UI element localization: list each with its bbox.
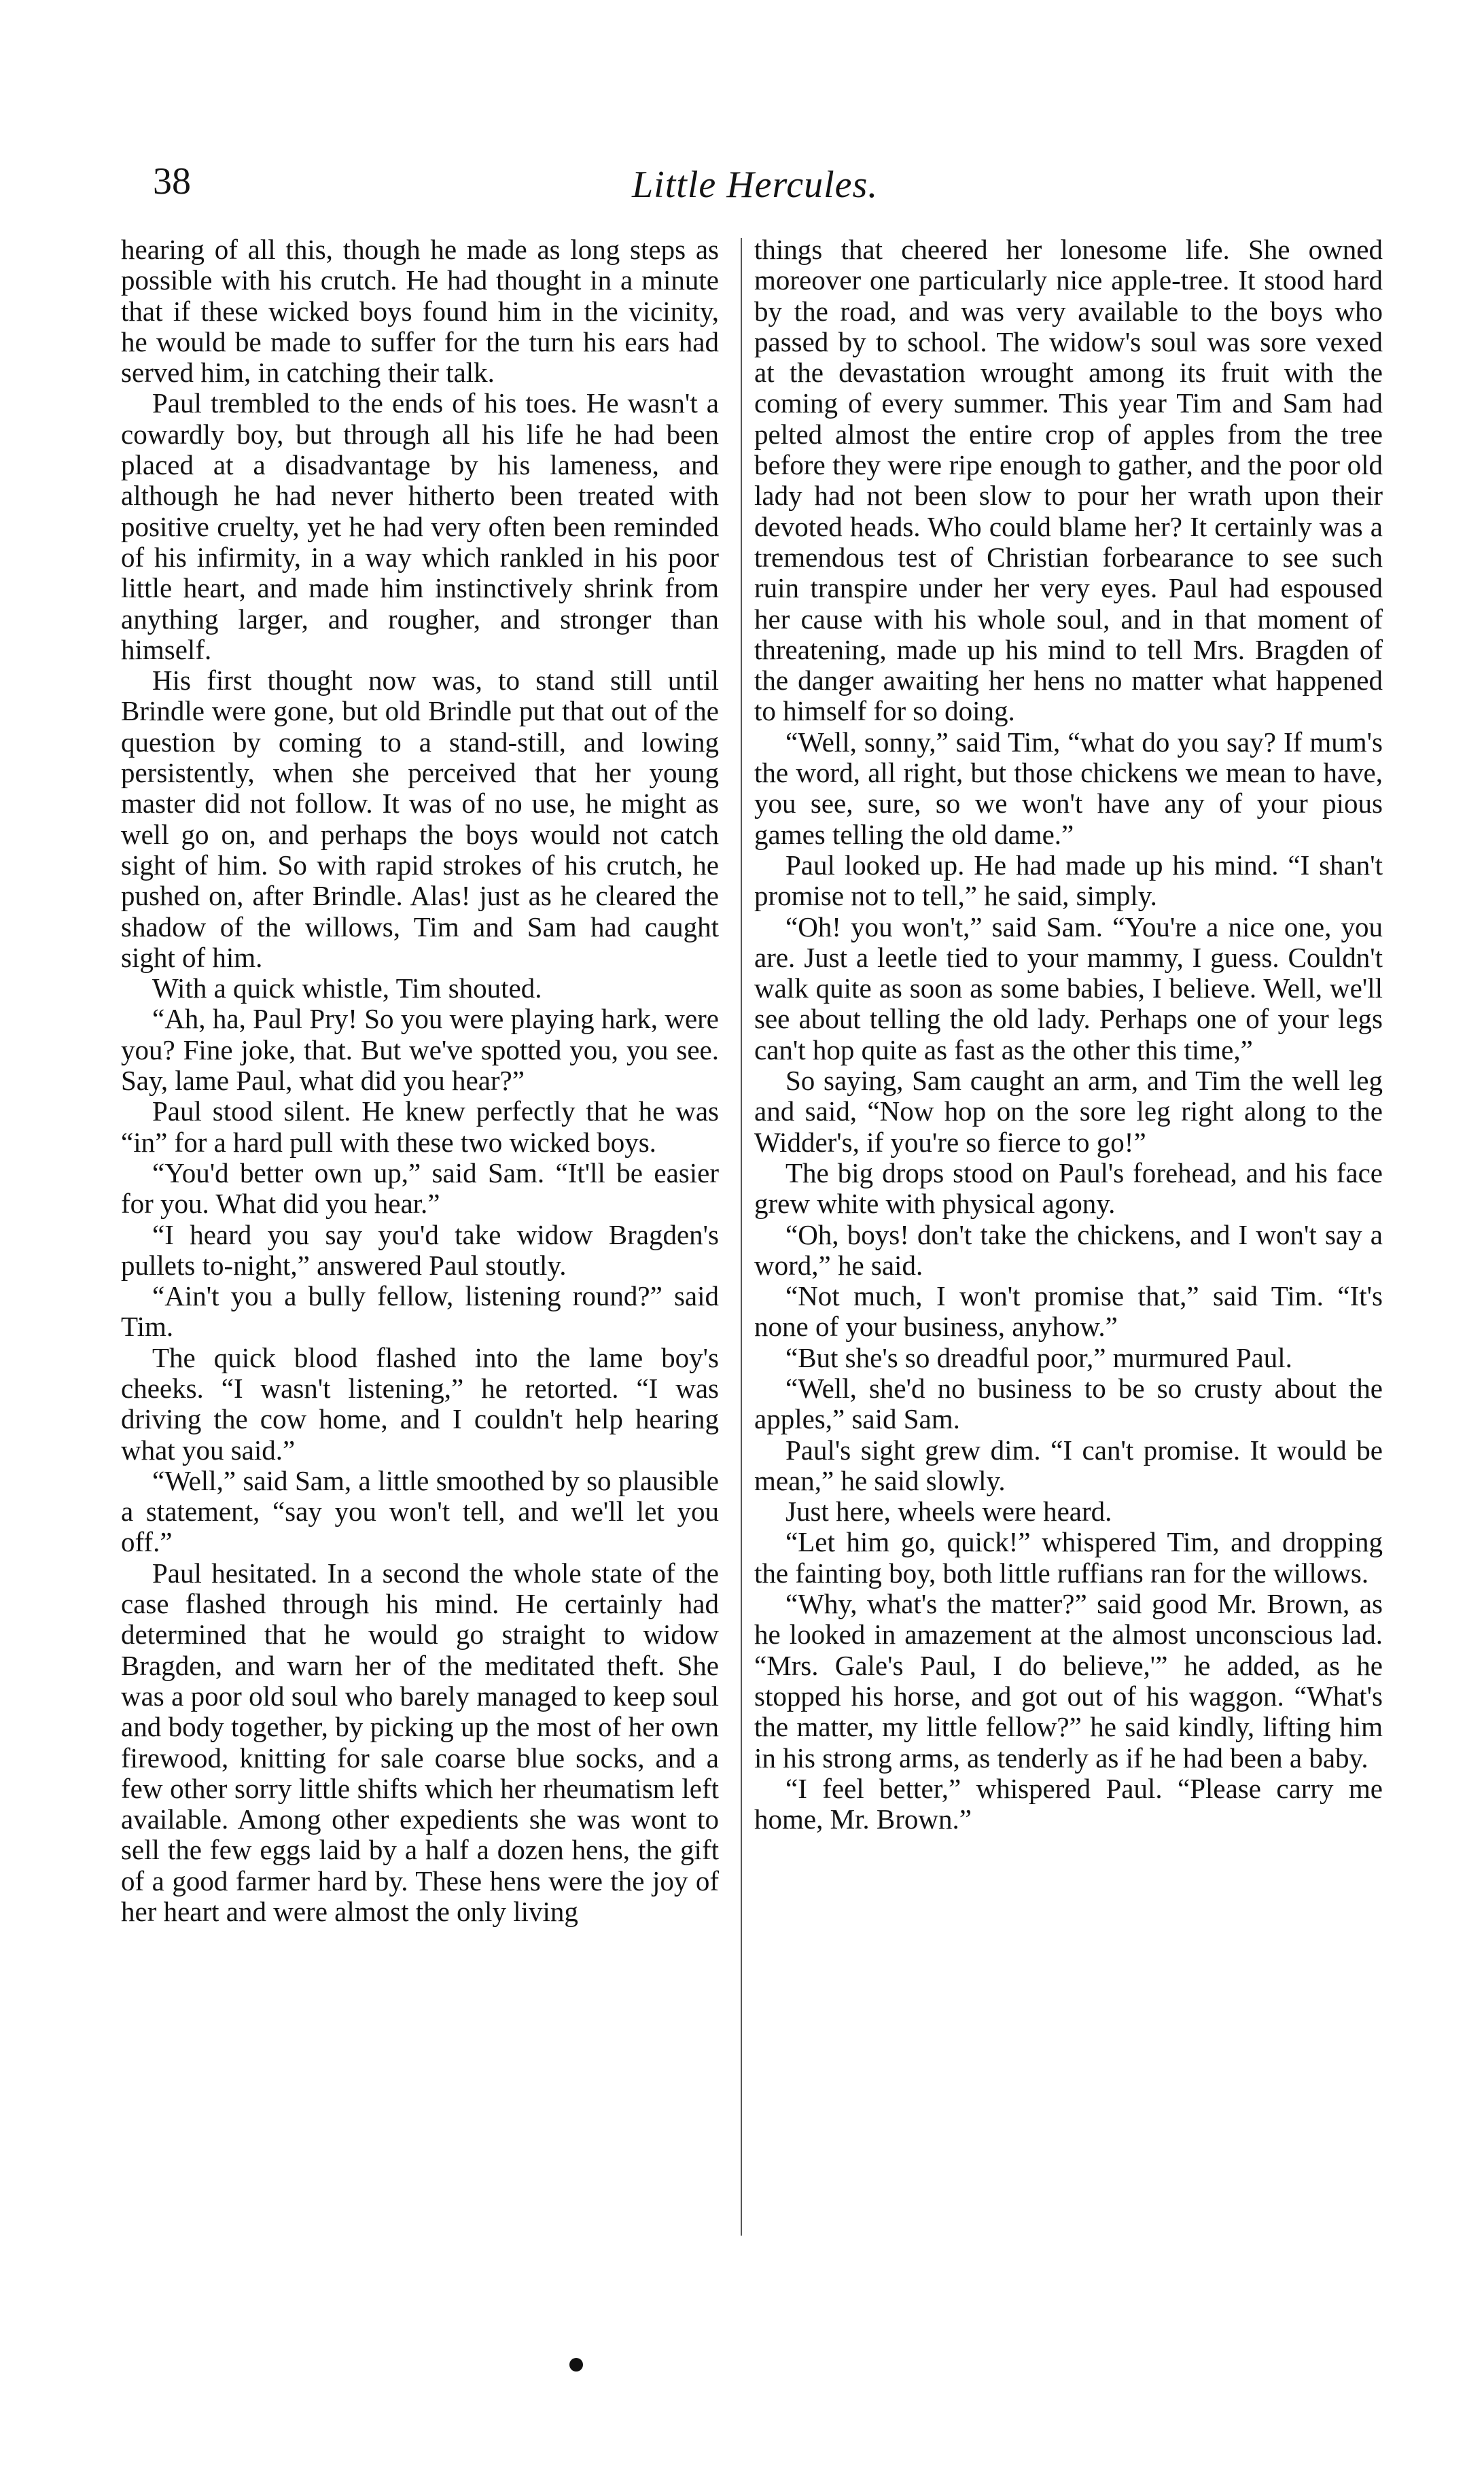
paragraph: The big drops stood on Paul's forehead, and his face grew white with physical agony.	[754, 1157, 1383, 1220]
left-column	[121, 234, 719, 1927]
column-divider	[741, 238, 742, 2236]
paragraph: Paul looked up. He had made up his mind. “I shan't promise not to tell,” he said, simply.	[754, 849, 1383, 912]
paragraph: “Well, she'd no business to be so crusty about the apples,” said Sam.	[754, 1372, 1383, 1435]
page-number: 38	[153, 160, 191, 202]
paragraph: “I feel better,” whispered Paul. “Please carry me home, Mr. Brown.”	[754, 1772, 1383, 1835]
paragraph: “You'd better own up,” said Sam. “It'll be easier for you. What did you hear.”	[121, 1157, 719, 1220]
paragraph: “But she's so dreadful poor,” murmured Paul.	[785, 1341, 1292, 1373]
paragraph: “Ain't you a bully fellow, listening round?” said Tim.	[121, 1280, 719, 1343]
paragraph: “Not much, I won't promise that,” said Tim. “It's none of your business, anyhow.”	[754, 1280, 1383, 1343]
paragraph: “I heard you say you'd take widow Bragden's pullets to-night,” answered Paul stoutly.	[121, 1218, 719, 1281]
paragraph: “Well, sonny,” said Tim, “what do you say? If mum's the word, all right, but those chickens we mean to have, you see, sure, so we won't have any of your pious games telling the old dame.”	[754, 726, 1383, 850]
paragraph: The quick blood flashed into the lame boy's cheeks. “I wasn't listening,” he retorted. “I was driving the cow home, and I couldn't help hearing what you said.”	[121, 1341, 719, 1466]
paragraph: Just here, wheels were heard.	[785, 1496, 1112, 1528]
paragraph: hearing of all this, though he made as long steps as possible with his crutch. He had thought in a minute that if these wicked boys found him in the vicinity, he would be made to suffer for the turn his ears had served him, in catching their talk.	[121, 234, 719, 389]
paragraph: Paul trembled to the ends of his toes. He wasn't a cowardly boy, but through all his life he had been placed at a disadvantage by his lameness, and although he had never hitherto been treated with positive cruelty, yet he had very often been reminded of his infirmity, in a way which rankled in his poor little heart, and made him instinctively shrink from anything larger, and rougher, and stronger than himself.	[121, 387, 719, 665]
paragraph: With a quick whistle, Tim shouted.	[152, 972, 542, 1004]
paragraph: “Oh! you won't,” said Sam. “You're a nice one, you are. Just a leetle tied to your mammy, I guess. Couldn't walk quite as soon as some babies, I believe. Well, we'll see about telling the old lady. Perhaps one of your legs can't hop quite as fast as the other this time,”	[754, 911, 1383, 1065]
right-column	[754, 234, 1383, 1835]
paragraph: “Well,” said Sam, a little smoothed by so plausible a statement, “say you won't tell, and we'll let you off.”	[121, 1464, 719, 1558]
paragraph: “Oh, boys! don't take the chickens, and I won't say a word,” he said.	[754, 1218, 1383, 1281]
paragraph: “Why, what's the matter?” said good Mr. Brown, as he looked in amazement at the almost unconscious lad. “Mrs. Gale's Paul, I do believe,'” he added, as he stopped his horse, and got out of his waggon. “What's the matter, my little fellow?” he said kindly, lifting him in his strong arms, as tenderly as if he had been a baby.	[754, 1588, 1383, 1774]
paragraph: “Ah, ha, Paul Pry! So you were playing hark, were you? Fine joke, that. But we've spotted you, you see. Say, lame Paul, what did you hear?”	[121, 1003, 719, 1097]
ink-dot-decoration	[569, 2358, 583, 2372]
running-title: Little Hercules.	[632, 164, 879, 206]
paragraph: His first thought now was, to stand still until Brindle were gone, but old Brindle put that out of the question by coming to a stand-still, and lowing persistently, when she perceived that her young master did not follow. It was of no use, he might as well go on, and perhaps the boys would not catch sight of him. So with rapid strokes of his crutch, he pushed on, after Brindle. Alas! just as he cleared the shadow of the willows, Tim and Sam had caught sight of him.	[121, 665, 719, 973]
paragraph: Paul stood silent. He knew perfectly that he was “in” for a hard pull with these two wicked boys.	[121, 1095, 719, 1158]
paragraph: Paul hesitated. In a second the whole state of the case flashed through his mind. He certainly had determined that he would go straight to widow Bragden, and warn her of the meditated theft. She was a poor old soul who barely managed to keep soul and body together, by picking up the most of her own firewood, knitting for sale coarse blue socks, and a few other sorry little shifts which her rheumatism left available. Among other expedients she was wont to sell the few eggs laid by a half a dozen hens, the gift of a good farmer hard by. These hens were the joy of her heart and were almost the only living	[121, 1557, 719, 1928]
paragraph: things that cheered her lonesome life. She owned moreover one particularly nice apple-tree. It stood hard by the road, and was very available to the boys who passed by to school. The widow's soul was sore vexed at the devastation wrought among its fruit with the coming of every summer. This year Tim and Sam had pelted almost the entire crop of apples from the tree before they were ripe enough to gather, and the poor old lady had not been slow to pour her wrath upon their devoted heads. Who could blame her? It certainly was a tremendous test of Christian forbearance to see such ruin transpire under her very eyes. Paul had espoused her cause with his whole soul, and in that moment of threatening, made up his mind to tell Mrs. Bragden of the danger awaiting her hens no matter what happened to himself for so doing.	[754, 234, 1383, 727]
paragraph: So saying, Sam caught an arm, and Tim the well leg and said, “Now hop on the sore leg right along to the Widder's, if you're so fierce to go!”	[754, 1065, 1383, 1158]
paragraph: “Let him go, quick!” whispered Tim, and dropping the fainting boy, both little ruffians ran for the willows.	[754, 1526, 1383, 1589]
paragraph: Paul's sight grew dim. “I can't promise. It would be mean,” he said slowly.	[754, 1434, 1383, 1496]
